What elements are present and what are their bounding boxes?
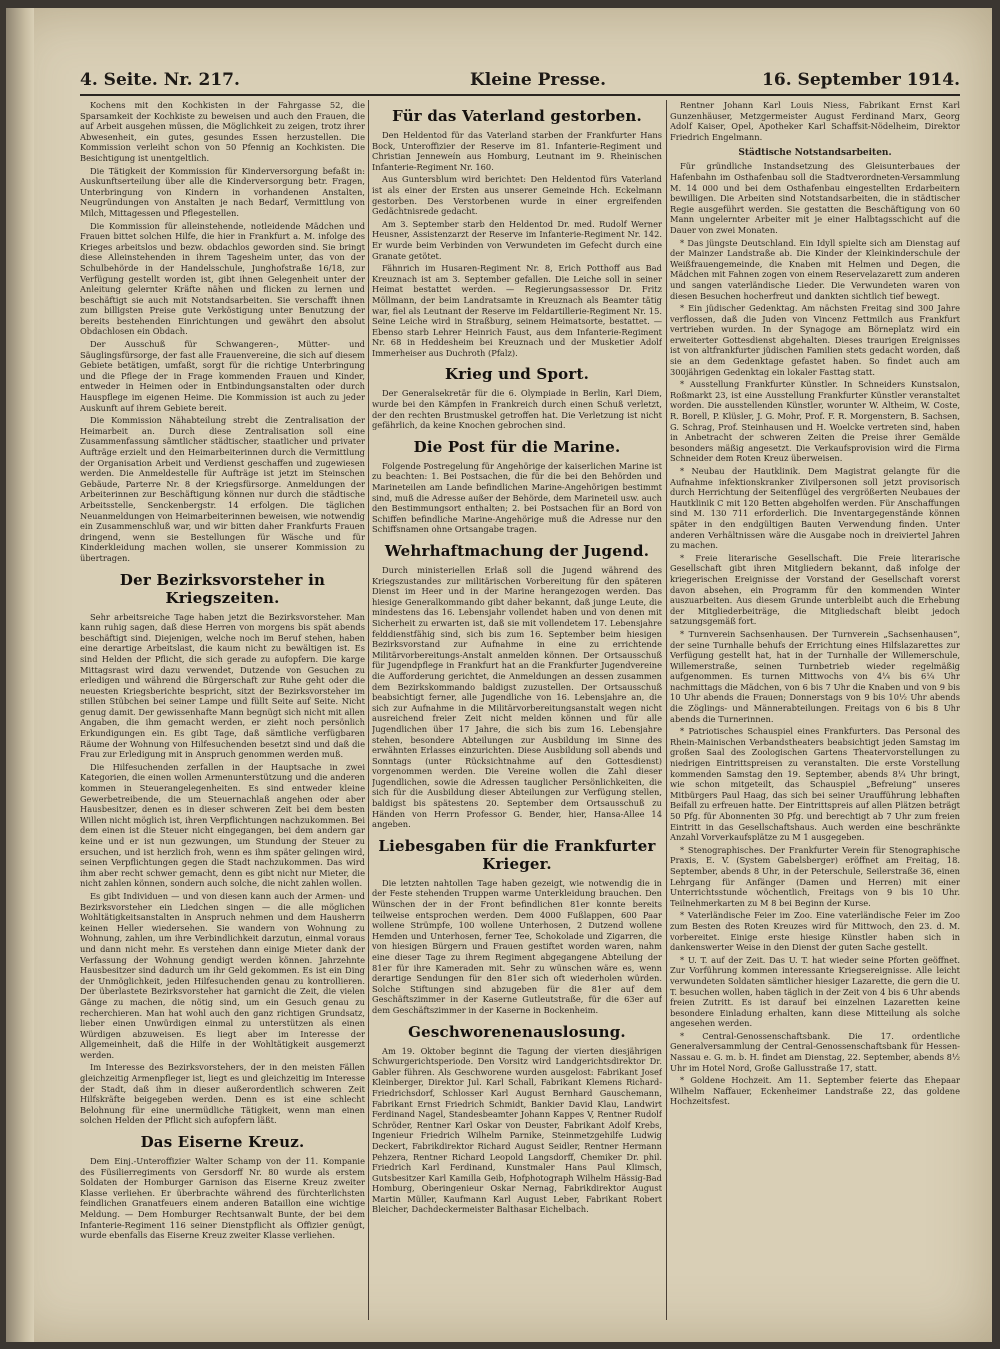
article-headline: Das Eiserne Kreuz. <box>140 1133 305 1152</box>
news-item: * Freie literarische Gesellschaft. Die Freie literarische Gesellschaft gibt ihren Mitgliedern bekannt, daß infolge der kriegerischen Ereignisse der Vorstand der Gesellschaft vorerst davon absehen, ein Programm für den kommenden Winter auszuarbeiten. Aus diesem Grunde unterbleibt auch die Erhebung der Mitgliederbeiträge, die Mitgliedschaft bleibt jedoch satzungsgemäß fort. <box>670 552 960 627</box>
article-paragraph: Der Generalsekretär für die 6. Olympiade in Berlin, Karl Diem, wurde bei den Kämpfen in Frankreich durch einen Schuß verletzt, der den rechten Brustmuskel getroffen hat. Die Verletzung ist nicht gefährlich, da keine Knochen gebrochen sind. <box>372 388 662 431</box>
article-paragraph: Es gibt Individuen — und von diesen kann auch der Armen- und Bezirksvorsteher ein Liedchen singen — die alle möglichen Wohltätigkeitsanstalten in Anspruch nehmen und dem Hausherrn keinen Heller wiedersehen. Sie wandern von Wohnung zu Wohnung, zahlen, um ihre Verbindlichkeit darzutun, einmal voraus und dann nicht mehr. Es verstehen dann einige Mieter dank der Verfassung der Wohnung gendigt werden können. Jahrzehnte Hausbesitzer sind dadurch um ihr Geld gekommen. Es ist ein Ding der Unmöglichkeit, jeden Hilfesuchenden genau zu kontrollieren. Der überlastete Bezirksvorsteher hat garnicht die Zeit, die vielen Gänge zu machen, die nötig sind, um ein Gesuch genau zu recherchieren. Man hat wohl auch den ganz richtigen Grundsatz, lieber einen Unwürdigen einmal zu unterstützen als einen Würdigen abzuweisen. Es liegt aber im Interesse der Allgemeinheit, daß die Hilfe in der Wohltätigkeit ausgemerzt werden. <box>80 890 365 1060</box>
article-paragraph: Folgende Postregelung für Angehörige der kaiserlichen Marine ist zu beachten: 1. Bei Postsachen, die für die bei den Behörden und Marineteilen am Lande befindlichen Marine-Angehörigen bestimmt sind, muß die Adresse außer der Behörde, dem Marineteil usw. auch den Bestimmungsort enthalten; 2. bei Postsachen für an Bord von Schiffen befindliche Marine-Angehörige muß die Adresse nur den Schiffsnamen ohne Ortsangabe tragen. <box>372 460 662 535</box>
news-item: * Central-Genossenschaftsbank. Die 17. ordentliche Generalversammlung der Central-Genossenschaftsbank für Hessen-Nassau e. G. m. b. H. findet am Dienstag, 22. September, abends 8½ Uhr im Hotel Nord, Große Gallusstraße 17, statt. <box>670 1030 960 1073</box>
article-headline: Krieg und Sport. <box>445 365 589 384</box>
news-item: * Patriotisches Schauspiel eines Frankfurters. Das Personal des Rhein-Mainischen Verbandstheaters beabsichtigt jeden Samstag im großen Saal des Zoologischen Gartens Theatervorstellungen zu niedrigen Eintrittspreisen zu veranstalten. Die erste Vorstellung kommenden Samstag den 19. September, abends 8¼ Uhr bringt, wie schon mitgeteilt, das Schauspiel „Befreiung“ unseres Mitbürgers Paul Haag, das sich bei seiner Uraufführung lebhaften Beifall zu erfreuen hatte. Der Eintrittspreis auf allen Plätzen beträgt 50 Pfg. für Abonnenten 30 Pfg. und berechtigt ab 7 Uhr zum freien Eintritt in das Gesellschaftshaus. Auch werden eine beschränkte Anzahl Vorverkaufsplätze zu M 1 ausgegeben. <box>670 726 960 843</box>
article-headline: Städtische Notstandsarbeiten. <box>738 148 892 159</box>
page-header <box>80 66 960 96</box>
article-paragraph: Die letzten nahtollen Tage haben gezeigt, wie notwendig die in der Feste stehenden Truppen warme Unterkleidung brauchen. Den Wünschen der in der Front befindlichen 81er konnte bereits teilweise entsprochen werden. Dem 4000 Fußlappen, 600 Paar wollene Strümpfe, 100 wollene Unterhosen, 2 Dutzend wollene Hemden und Unterhosen, ferner Tee, Schokolade und Zigarren, die von hiesigen Bürgern und Frauen gestiftet worden waren, nahm eine dieser Tage zu ihrem Regiment abgegangene Abteilung der 81er für ihre Kameraden mit. Sehr zu wünschen wäre es, wenn derartige Sendungen für den 81er sich oft wiederholen würden. Solche Stiftungen sind abzugeben für die 81er auf dem Geschäftszimmer in der Kaserne Gutleutstraße, für die 63er auf dem Geschäftszimmer in der Kaserne in Bockenheim. <box>372 877 662 1015</box>
article-paragraph: Fähnrich im Husaren-Regiment Nr. 8, Erich Potthoff aus Bad Kreuznach ist am 3. September gefallen. Die Leiche soll in seiner Heimat bestattet werden. — Regierungsassessor Dr. Fritz Möllmann, der beim Landratsamte in Kreuznach als Beamter tätig war, fiel als Leutnant der Reserve im Feldartillerie-Regiment Nr. 15. Seine Leiche wird in Straßburg, seinem Heimatsorte, bestattet. — Ebenso starb Lehrer Heinrich Faust, aus dem Infanterie-Regiment Nr. 68 in Heddesheim bei Kreuznach und der Musketier Adolf Immerheiser aus Duchroth (Pfalz). <box>372 263 662 358</box>
issue-date: 16. September 1914. <box>762 70 960 90</box>
article-headline: Der Bezirksvorsteher in Kriegszeiten. <box>119 570 326 607</box>
article-paragraph: Am 3. September starb den Heldentod Dr. med. Rudolf Werner Heusner, Assistenzarzt der Reserve im Infanterie-Regiment Nr. 142. Er wurde beim Verbinden von Verwundeten im Gefecht durch eine Granate getötet. <box>372 218 662 261</box>
article-paragraph: Die Tätigkeit der Kommission für Kinderversorgung befaßt in: Auskunftserteilung über alle die Kinderversorgung betr. Fragen, Unterbringung von Kindern in vorhandenen Anstalten, Neugründungen von Anstalten je nach Bedarf, Vermittlung von Milch, Mittagessen und Pflegestellen. <box>80 165 365 218</box>
article-paragraph: Der Ausschuß für Schwangeren-, Mütter- und Säuglingsfürsorge, der fast alle Frauenvereine, die sich auf diesem Gebiete betätigen, umfaßt, sorgt für die richtige Unterbringung und die Pflege der in Frage kommenden Frauen und Kinder, entweder in Heimen oder in Entbindungsanstalten oder durch Hauspflege im eigenen Heime. Die Kommission ist auch zu jeder Auskunft auf ihrem Gebiete bereit. <box>80 339 365 413</box>
article-headline: Die Post für die Marine. <box>413 437 621 456</box>
column-divider <box>368 100 369 1320</box>
column-middle <box>372 100 662 1325</box>
news-item: * Ein jüdischer Gedenktag. Am nächsten Freitag sind 300 Jahre verflossen, daß die Juden von Vincenz Fettmilch aus Frankfurt vertrieben wurden. In der Synagoge am Börneplatz wird ein erweiterter Gottesdienst abgehalten. Dieses traurigen Ereignisses ist von altfrankfurter jüdischen Familien stets gedacht worden, daß sie an dem Gedenktage gefastet haben. So findet auch am 300jährigen Gedenktag ein lokaler Fasttag statt. <box>670 303 960 377</box>
article-paragraph: Die Hilfesuchenden zerfallen in der Hauptsache in zwei Kategorien, die einen wollen Armenunterstützung und die anderen kommen in Steuerangelegenheiten. Es sind entweder kleine Gewerbetreibende, die um Steuernachlaß angehen oder aber Hausbesitzer, denen es in dieser schweren Zeit bei dem besten Willen nicht möglich ist, ihren Verpflichtungen nachzukommen. Bei dem einen ist die Steuer nicht eingegangen, bei dem andern gar keine und er ist nun gezwungen, um Stundung der Steuer zu ersuchen, und ist herzlich froh, wenn es ihm später gelingen wird, seinen Verpflichtungen gegen die Stadt nachzukommen. Das wird ihm aber recht schwer gemacht, denn es gibt nicht nur Mieter, die nicht zahlen können, sondern auch solche, die nicht zahlen wollen. <box>80 761 365 889</box>
newspaper-title: Kleine Presse. <box>470 70 607 90</box>
article-paragraph: Sehr arbeitsreiche Tage haben jetzt die Bezirksvorsteher. Man kann ruhig sagen, daß diese Herren von morgens bis spät abends beschäftigt sind. Diejenigen, welche noch im Beruf stehen, haben eine derartige Arbeitslast, die kaum nicht zu bewältigen ist. Es sind Helden der Pflicht, die sich gerade zu aufopfern. Die karge Mittagsrast wird dazu verwendet, Dutzende von Gesuchen zu erledigen und während die Bürgerschaft zur Ruhe geht oder die neuesten Kriegsberichte bespricht, sitzt der Bezirksvorsteher im stillen Stübchen bei seiner Lampe und füllt Seite auf Seite. Nicht genug damit. Der gewissenhafte Mann begnügt sich nicht mit allen Angaben, die ihm gemacht werden, er zieht noch persönlich Erkundigungen ein. Es gibt Tage, daß sämtliche verfügbaren Räume der Wohnung von Hilfesuchenden besetzt sind und daß die Frau zur Erledigung mit in Anspruch genommen werden muß. <box>80 611 365 760</box>
article-paragraph: Dem Einj.-Unteroffizier Walter Schamp von der 11. Kompanie des Füsilierregiments von Gersdorff Nr. 80 wurde als erstem Soldaten der Homburger Garnison das Eiserne Kreuz zweiter Klasse verliehen. Er überbrachte während des fürchterlichsten feindlichen Granatfeuers einem anderen Bataillon eine wichtige Meldung. — Dem Homburger Rechtsanwalt Bunte, der bei dem Infanterie-Regiment 116 seiner Dienstpflicht als Offizier genügt, wurde ebenfalls das Eiserne Kreuz zweiter Klasse verliehen. <box>80 1156 365 1241</box>
news-item: * Ausstellung Frankfurter Künstler. In Schneiders Kunstsalon, Roßmarkt 23, ist eine Ausstellung Frankfurter Künstler veranstaltet worden. Die ausstellenden Künstler, worunter W. Altheim, W. Coste, R. Borell, P. Klüsler, J. G. Mohr, Prof. F. R. Morgenstern, B. Sachsen, G. Schrag, Prof. Steinhausen und H. Woelcke vertreten sind, haben in Anbetracht der schweren Zeiten die Preise ihrer Gemälde besonders mäßig angesetzt. Die Verkaufsprovision wird die Firma Schneider dem Roten Kreuz überweisen. <box>670 379 960 464</box>
news-item: * Vaterländische Feier im Zoo. Eine vaterländische Feier im Zoo zum Besten des Roten Kreuzes wird für Mittwoch, den 23. d. M. vorbereitet. Einige erste hiesige Künstler haben sich in dankenswerter Weise in den Dienst der guten Sache gestellt. <box>670 910 960 953</box>
news-item: * Stenographisches. Der Frankfurter Verein für Stenographische Praxis, E. V. (System Gabelsberger) eröffnet am Freitag, 18. September, abends 8 Uhr, in der Peterschule, Seilerstraße 36, einen Lehrgang für Anfänger (Damen und Herren) mit einer Unterrichtsstunde wöchentlich, Freitags von 9 bis 10 Uhr. Teilnehmerkarten zu M 8 bei Beginn der Kurse. <box>670 844 960 908</box>
column-divider <box>666 100 667 1320</box>
news-item: * Das jüngste Deutschland. Ein Idyll spielte sich am Dienstag auf der Mainzer Landstraße ab. Die Kinder der Kleinkinderschule der Weißfrauengemeinde, die Knaben mit Helmen und Degen, die Mädchen mit Fahnen zogen von einem Reservelazarett zum anderen und sangen vaterländische Lieder. Die Verwundeten waren von diesen Besuchen hocherfreut und dankten sichtlich tief bewegt. <box>670 237 960 301</box>
article-headline: Liebesgaben für die Frankfurter Krieger. <box>378 836 656 873</box>
article-paragraph: Aus Guntersblum wird berichtet: Den Heldentod fürs Vaterland ist als einer der Ersten aus unserer Gemeinde Hch. Eckelmann gestorben. Des Verstorbenen wurde in einer ergreifenden Gedächtnisrede gedacht. <box>372 174 662 217</box>
news-item: * Goldene Hochzeit. Am 11. September feierte das Ehepaar Wilhelm Naffauer, Eckenheimer Landstraße 22, das goldene Hochzeitsfest. <box>670 1075 960 1107</box>
page-number: 4. Seite. Nr. 217. <box>80 70 240 90</box>
article-paragraph: Kochens mit den Kochkisten in der Fahrgasse 52, die Sparsamkeit der Kochkiste zu beweisen und auch den Frauen, die auf Arbeit ausgehen müssen, die Möglichkeit zu zeigen, trotz ihrer Abwesenheit, ein gutes, gesundes Essen herzustellen. Die Kommission verleiht schon von 50 Pfennig an Kochkisten. Die Besichtigung ist unentgeltlich. <box>80 100 365 163</box>
page-binding-shadow <box>6 8 34 1342</box>
news-item: * Turnverein Sachsenhausen. Der Turnverein „Sachsenhausen“, der seine Turnhalle behufs der Errichtung eines Hilfslazarettes zur Verfügung gestellt hat, hat in der Turnhalle der Willemerschule, Willemerstraße, seinen Turnbetrieb wieder regelmäßig aufgenommen. Es turnen Mittwochs von 4¼ bis 6¼ Uhr nachmittags die Mädchen, von 6 bis 7 Uhr die Knaben und von 9 bis 10 Uhr abends die Frauen; Donnerstags von 9 bis 10½ Uhr abends die Zöglings- und Männerabteilungen. Freitags von 6 bis 8 Uhr abends die Turnerinnen. <box>670 628 960 724</box>
article-paragraph: Durch ministeriellen Erlaß soll die Jugend während des Kriegszustandes zur militärischen Vorbereitung für den späteren Dienst im Heer und in der Marine herangezogen werden. Das hiesige Generalkommando gibt daher bekannt, daß junge Leute, die mindestens das 16. Lebensjahr vollendet haben und von denen mit Sicherheit zu erwarten ist, daß sie mit vollendetem 17. Lebensjahre felddienstfähig sind, sich bis zum 16. September beim hiesigen Bezirksvorstand zur Aufnahme in eine zu errichtende Militärvorbereitungs-Anstalt anmelden können. Der Ortsausschuß für Jugendpflege in Frankfurt hat an die Frankfurter Jugendvereine die Aufforderung gerichtet, die Anmeldungen an dessen zusammen dem Bezirkskommando baldigst zuzustellen. Der Ortsausschuß beabsichtigt ferner, alle Jugendliche von 16. Lebensjahre an, die sich zur Aufnahme in die Militärvorbereitungsanstalt wegen nicht ausreichend freier Zeit nicht melden können und für alle Jugendlichen über 17 Jahre, die sich bis zum 16. Lebensjahre stehen, besondere Abteilungen zur Ausbildung im Sinne des erwähnten Erlasses einzurichten. Diese Ausbildung soll abends und Sonntags (unter Rücksichtnahme auf den Gottesdienst) vorgenommen werden. Die Vereine wollen die Zahl dieser Jugendlichen, sowie die Adressen tauglicher Persönlichkeiten, die sich für die Ausbildung dieser Abteilungen zur Verfügung stellen, baldigst bis spätestens 20. September dem Ortsausschuß zu Händen von Herrn Professor G. Bender, hier, Hansa-Allee 14 angeben. <box>372 565 662 830</box>
article-paragraph: Rentner Johann Karl Louis Niess, Fabrikant Ernst Karl Gunzenhäuser, Metzgermeister August Ferdinand Marx, Georg Adolf Kaiser, Opel, Apotheker Karl Schaffsit-Nödelheim, Direktor Friedrich Engelmann. <box>670 100 960 142</box>
article-paragraph: Für gründliche Instandsetzung des Gleisunterbaues der Hafenbahn im Osthafenbau soll die Stadtverordneten-Versammlung M. 14 000 und bei dem Osthafenbau eingestellten Erdarbeitern bewilligen. Die Arbeiten sind Notstandsarbeiten, die in städtischer Regie ausgeführt werden. Sie gestatten die Beschäftigung von 60 Mann ungelernter Arbeiter mit je einer Halbtagsschicht auf die Dauer von zwei Monaten. <box>670 161 960 235</box>
news-item: * Neubau der Hautklinik. Dem Magistrat gelangte für die Aufnahme infektionskranker Zivilpersonen soll jetzt provisorisch durch Herrichtung der Seitenflügel des vergrößerten Neubaues der Hautklinik C mit 120 Betten abgeholfen werden. Für Anschaffungen sind M. 130 711 erforderlich. Die Inventargegenstände können später in den endgültigen Bauten Verwendung finden. Unter anderen Verhältnissen wäre die Ausgabe noch in dreiviertel Jahren zu machen. <box>670 466 960 551</box>
article-paragraph: Die Kommission für alleinstehende, notleidende Mädchen und Frauen bittet solchen Hilfe, die hier in Frankfurt a. M. infolge des Krieges arbeitslos und bezw. obdachlos geworden sind. Sie bringt diese Alleinstehenden in ihrem Tagesheim unter, das von der Schulbehörde in der Handelsschule, Junghofstraße 16/18, zur Verfügung gestellt worden ist, gibt ihnen Gelegenheit unter der Anleitung gelernter Kräfte nähen und flicken zu lernen und beschäftigt sie auch mit Notstandsarbeiten. Sie verschafft ihnen zum billigsten Preise gute Verköstigung unter Benutzung der bereits bestehenden Einrichtungen und gewährt den absolut Obdachlosen ein Obdach. <box>80 220 365 337</box>
article-paragraph: Den Heldentod für das Vaterland starben der Frankfurter Hans Bock, Unteroffizier der Reserve im 81. Infanterie-Regiment und Christian Jenneweín aus Homburg, Leutnant im 9. Rheinischen Infanterie-Regiment Nr. 160. <box>372 130 662 172</box>
article-headline: Für das Vaterland gestorben. <box>392 107 642 125</box>
article-paragraph: Im Interesse des Bezirksvorstehers, der in den meisten Fällen gleichzeitig Armenpfleger ist, liegt es und gleichzeitig im Interesse der Stadt, daß ihm in dieser außerordentlich schweren Zeit Hilfskräfte beigegeben werden. Denn es ist eine schlecht Belohnung für eine unermüdliche Tätigkeit, wenn man einen solchen Helden der Pflicht sich aufopfern läßt. <box>80 1062 365 1126</box>
news-item: * U. T. auf der Zeit. Das U. T. hat wieder seine Pforten geöffnet. Zur Vorführung kommen interessante Kriegsereignisse. Alle leicht verwundeten Soldaten sämtlicher hiesiger Lazarette, die gern die U. T. besuchen wollen, haben täglich in der Zeit von 4 bis 6 Uhr abends freien Zutritt. Es ist darauf bei einzelnen Lazaretten keine besondere Einladung erhalten, kann diese Mitteilung als solche angesehen werden. <box>670 954 960 1029</box>
column-right <box>670 100 960 1325</box>
article-paragraph: Am 19. Oktober beginnt die Tagung der vierten diesjährigen Schwurgerichtsperiode. Den Vorsitz wird Landgerichtsdirektor Dr. Gabler führen. Als Geschworene wurden ausgelost: Fabrikant Josef Kleinberger, Direktor Jul. Karl Schall, Fabrikant Klemens Richard-Friedrichsdorf, Schlosser Karl August Bernhard Gauschemann, Fabrikant Ernst Friedrich Schmidt, Bankier David Klau, Landwirt Ferdinand Nagel, Standesbeamter Johann Kappes V, Rentner Rudolf Schröder, Rentner Karl Oskar von Deuster, Fabrikant Adolf Krebs, Ingenieur Friedrich Wilhelm Parnike, Steinmetzgehilfe Ludwig Deckert, Fabrikdirektor Richard August Seidler, Rentner Hermann Pehzera, Rentner Richard Leopold Langsdorff, Chemiker Dr. phil. Friedrich Karl Ferdinand, Kunstmaler Hans Paul Klimsch, Gutsbesitzer Karl Kamilla Geib, Hofphotograph Wilhelm Hässig-Bad Homburg, Oberingenieur Oskar Nernag, Fabrikdirektor August Martin Müller, Kaufmann Karl August Leber, Fabrikant Robert Bleicher, Dachdeckermeister Balthasar Eichelbach. <box>372 1045 662 1215</box>
column-left <box>80 100 365 1325</box>
article-paragraph: Die Kommission Nähabteilung strebt die Zentralisation der Heimarbeit an. Durch diese Zentralisation soll eine Zusammenfassung sämtlicher städtischer, staatlicher und privater Aufträge erzielt und den Heimarbeiterinnen durch die Vermittlung der Organisation Arbeit und Verdienst geschaffen und zugewiesen werden. Die Anmeldestelle für Aufträge ist jetzt im Steinschen Gebäude, Parterre Nr. 8 der Kriegsfürsorge. Anmeldungen der Arbeiterinnen zur Beschäftigung können nur durch die städtische Arbeitsstelle, Senckenbergstr. 14 erfolgen. Die täglichen Neuanmeldungen von Heimarbeiterinnen beweisen, wie notwendig ein Zusammenschluß war, und wir bitten daher Frankfurts Frauen dringend, wenn sie Bestellungen für Wäsche und für Kinderkleidung machen wollen, sie unserer Kommission zu übertragen. <box>80 415 365 563</box>
article-headline: Wehrhaftmachung der Jugend. <box>384 542 650 560</box>
article-headline: Geschworenenauslosung. <box>408 1022 626 1041</box>
